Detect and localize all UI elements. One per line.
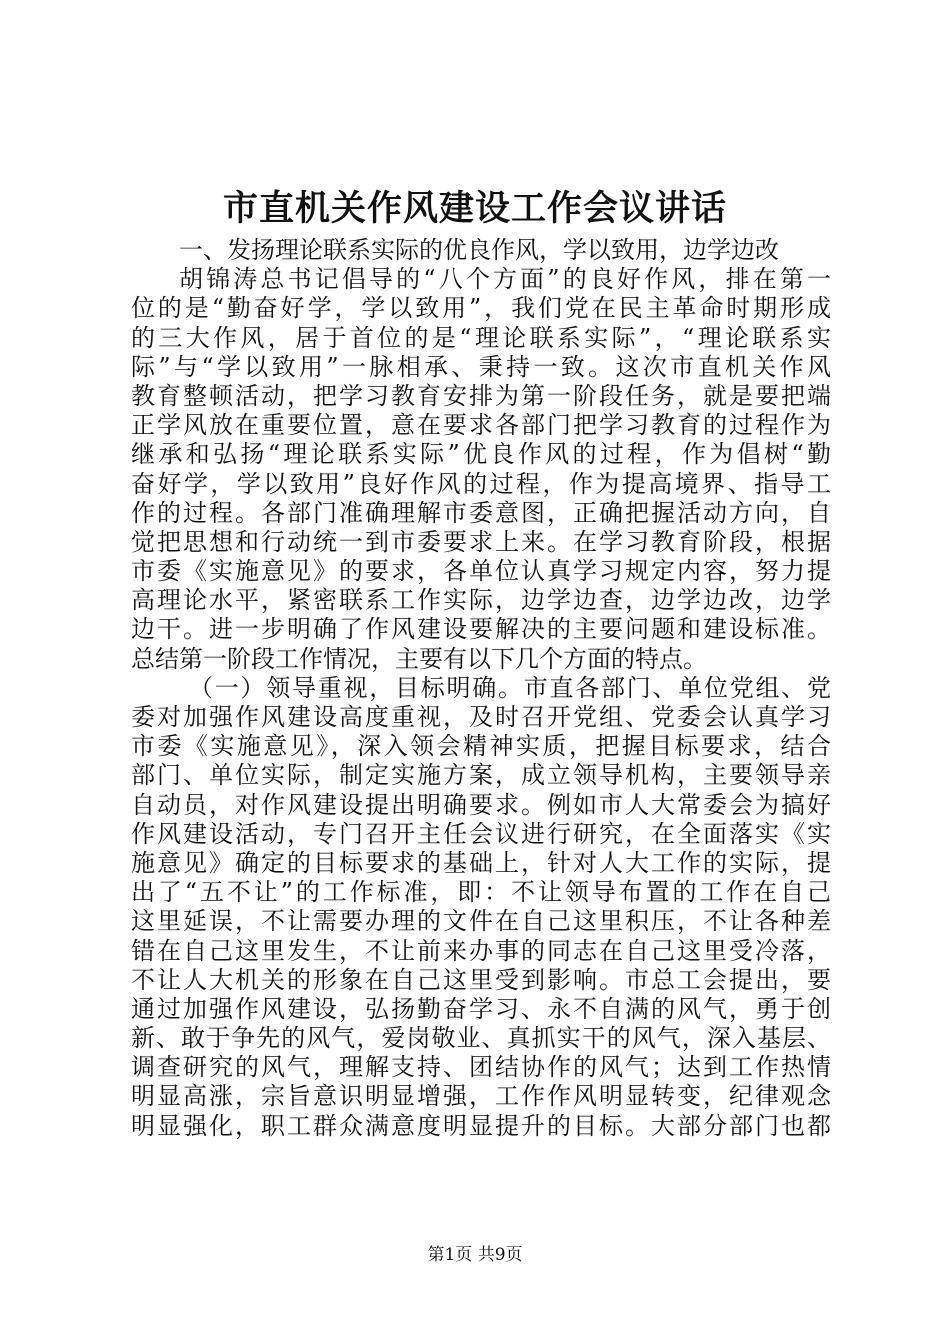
document-title: 市直机关作风建设工作会议讲话 [222,188,727,229]
body-line: 市委《实施意见》的要求，各单位认真学习规定内容，努力提 [131,557,831,586]
body-line: 市委《实施意见》，深入领会精神实质，把握目标要求，结合 [131,732,831,761]
body-line: 委对加强作风建设高度重视，及时召开党组、党委会认真学习 [131,703,831,731]
body-line: 高理论水平，紧密联系工作实际，边学边查，边学边改，边学 [131,586,831,615]
body-line: 调查研究的风气，理解支持、团结协作的风气；达到工作热情 [131,1053,831,1082]
body-line: 自动员，对作风建设提出明确要求。例如市人大常委会为搞好 [131,790,831,819]
page-number-footer: 第1页 共9页 [427,1245,523,1265]
body-line: （一）领导重视，目标明确。市直各部门、单位党组、党 [189,673,831,702]
body-line: 施意见》确定的目标要求的基础上，针对人大工作的实际，提 [131,848,831,877]
body-line: 位的是“勤奋好学，学以致用”，我们党在民主革命时期形成 [131,294,831,323]
body-line: 奋好学，学以致用”良好作风的过程，作为提高境界、指导工 [131,469,831,498]
body-line: 新、敢于争先的风气，爱岗敬业、真抓实干的风气，深入基层、 [131,1024,831,1053]
body-line: 正学风放在重要位置，意在要求各部门把学习教育的过程作为 [131,411,831,440]
body-line: 作的过程。各部门准确理解市委意图，正确把握活动方向，自 [131,498,831,527]
body-line: 际”与“学以致用”一脉相承、秉持一致。这次市直机关作风 [131,352,831,381]
body-line: 错在自己这里发生，不让前来办事的同志在自己这里受冷落， [131,936,831,965]
body-line: 觉把思想和行动统一到市委要求上来。在学习教育阶段，根据 [131,527,831,556]
body-line: 明显高涨，宗旨意识明显增强，工作作风明显转变，纪律观念 [131,1082,831,1111]
body-line: 胡锦涛总书记倡导的“八个方面”的良好作风，排在第一 [179,265,831,294]
body-line: 一、发扬理论联系实际的优良作风，学以致用，边学边改 [179,236,779,264]
body-line: 部门、单位实际，制定实施方案，成立领导机构，主要领导亲 [131,761,831,790]
body-line: 不让人大机关的形象在自己这里受到影响。市总工会提出，要 [131,965,831,994]
body-line: 出了“五不让”的工作标准，即：不让领导布置的工作在自己 [131,878,831,907]
body-line: 通过加强作风建设，弘扬勤奋学习、永不自满的风气，勇于创 [131,994,831,1023]
document-body [131,236,831,1141]
body-line: 明显强化，职工群众满意度明显提升的目标。大部分部门也都 [131,1111,831,1140]
body-line: 作风建设活动，专门召开主任会议进行研究，在全面落实《实 [131,819,831,848]
body-line: 的三大作风，居于首位的是“理论联系实际”，“理论联系实 [131,323,831,352]
body-line: 总结第一阶段工作情况，主要有以下几个方面的特点。 [131,644,707,673]
body-line: 继承和弘扬“理论联系实际”优良作风的过程，作为倡树“勤 [131,440,831,469]
body-line: 边干。进一步明确了作风建设要解决的主要问题和建设标准。 [131,615,831,644]
body-line: 这里延误，不让需要办理的文件在自己这里积压，不让各种差 [131,907,831,936]
body-line: 教育整顿活动，把学习教育安排为第一阶段任务，就是要把端 [131,381,831,410]
